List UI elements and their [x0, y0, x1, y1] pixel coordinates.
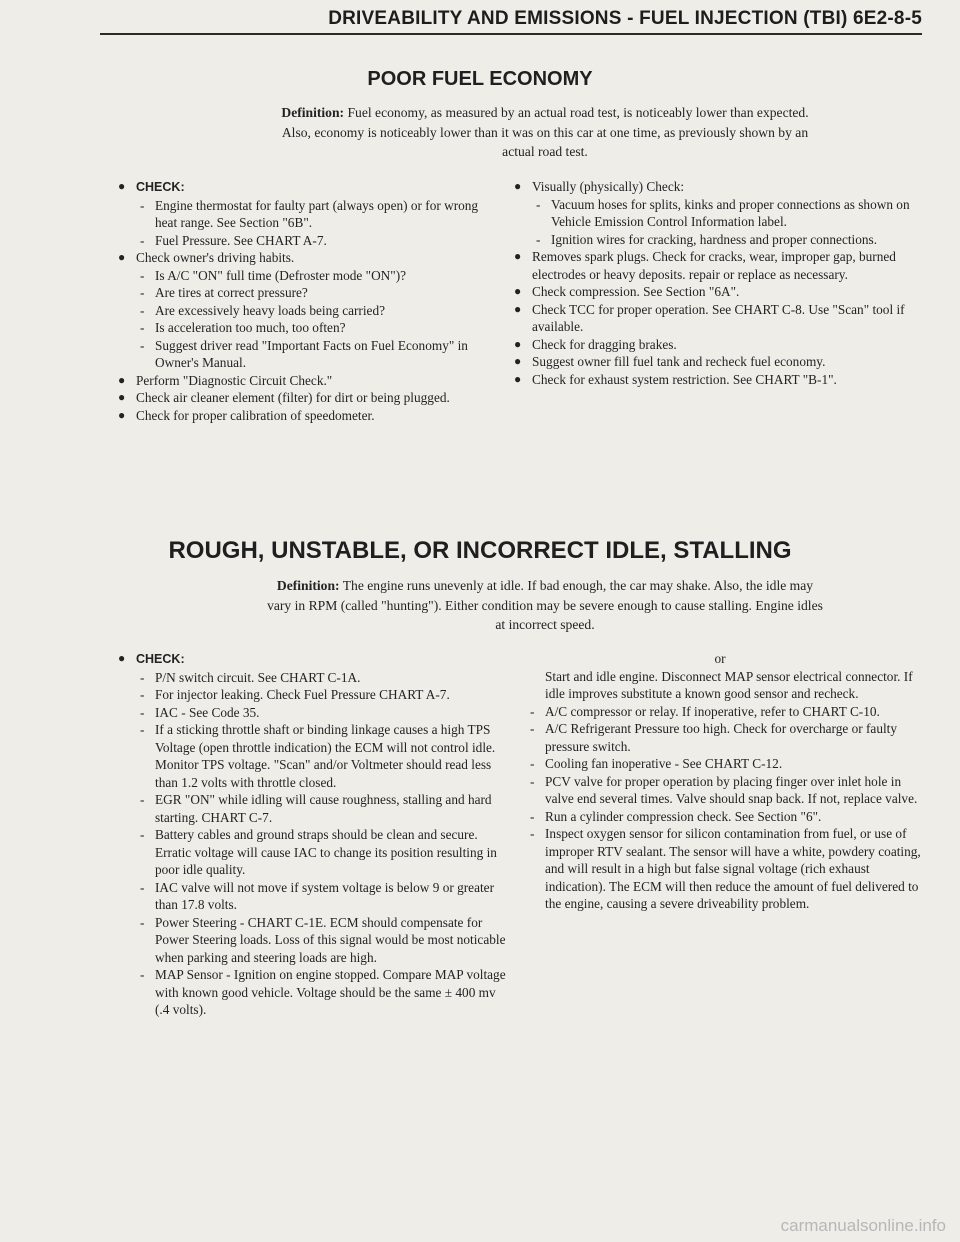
bullet-item — [118, 372, 484, 390]
dash-icon: - — [140, 337, 145, 353]
section-title-rough-idle: ROUGH, UNSTABLE, OR INCORRECT IDLE, STALLING — [168, 537, 792, 564]
dash-icon: - — [530, 826, 535, 841]
item-text: Check compression. See Section "6A". — [532, 284, 740, 299]
dash-icon: - — [140, 704, 145, 720]
item-text: Power Steering - CHART C-1E. ECM should compensate for Power Steering loads. Loss of this signal would be most noticable when parking and steering loads are high. — [155, 914, 506, 965]
sub-item — [118, 284, 484, 302]
item-text: MAP Sensor - Ignition on engine stopped. Compare MAP voltage with known good vehicle. Voltage should be the same ± 400 mv (.4 volts). — [155, 967, 506, 1017]
dash-icon: - — [140, 320, 145, 335]
dash-icon: - — [536, 231, 541, 247]
item-text: Battery cables and ground straps should be clean and secure. Erratic voltage will cause IAC to change its position resulting in poor idle quality. — [155, 827, 497, 877]
bullet-icon: ● — [118, 390, 126, 404]
sub-item — [118, 197, 484, 232]
dash-icon: - — [140, 197, 145, 213]
bullet-icon: ● — [118, 250, 126, 264]
item-text: If a sticking throttle shaft or binding linkage causes a high TPS Voltage (open throttle indication) the ECM will not control idle. Monitor TPS voltage. "Scan" and/or Voltmeter should read less than 1.2 volts with throttle closed. — [155, 722, 496, 790]
definition-text: The engine runs unevenly at idle. If bad enough, the car may shake. Also, the idle may vary in RPM (called "hunting"). Either condition may be severe enough to cause stalling. Engine idles at incorrect speed. — [267, 578, 823, 632]
dash-icon: - — [140, 267, 145, 283]
item-text: Start and idle engine. Disconnect MAP sensor electrical connector. If idle improves substitute a known good sensor and recheck. — [545, 668, 913, 701]
dash-icon: - — [140, 232, 145, 248]
item-text: A/C compressor or relay. If inoperative, refer to CHART C-10. — [545, 703, 880, 719]
section-title-poor-fuel-economy: POOR FUEL ECONOMY — [367, 68, 593, 90]
sub-item — [508, 825, 932, 913]
definition-text: Fuel economy, as measured by an actual road test, is noticeably lower than expected. Also, economy is noticeably lower than it was on this car at one time, as previously shown by an actual road test. — [281, 105, 809, 159]
item-text: IAC valve will not move if system voltage is below 9 or greater than 17.8 volts. — [155, 879, 494, 912]
item-text: Ignition wires for cracking, hardness and proper connections. — [551, 231, 878, 247]
item-text: Is acceleration too much, too often? — [155, 320, 346, 335]
definition-label: Definition: — [281, 105, 345, 120]
item-text: A/C Refrigerant Pressure too high. Check for overcharge or faulty pressure switch. — [545, 721, 898, 754]
item-text: or — [714, 651, 726, 666]
bullet-item — [514, 248, 930, 283]
sub-item — [118, 669, 510, 687]
item-text: EGR "ON" while idling will cause roughness, stalling and hard starting. CHART C-7. — [155, 792, 492, 825]
list-item — [508, 668, 932, 703]
bullet-item — [514, 336, 930, 354]
bullet-item — [118, 249, 484, 267]
item-text: Check for dragging brakes. — [532, 336, 677, 352]
item-text: P/N switch circuit. See CHART C-1A. — [155, 669, 361, 685]
sub-item — [118, 914, 510, 967]
sub-item — [508, 703, 932, 721]
dash-icon: - — [140, 285, 145, 300]
dash-icon: - — [140, 687, 145, 702]
sub-item — [118, 337, 484, 372]
sub-item — [118, 302, 484, 320]
bullet-item — [514, 371, 930, 389]
sub-item — [508, 720, 932, 755]
item-text: Check TCC for proper operation. See CHART C-8. Use "Scan" tool if available. — [532, 301, 905, 334]
dash-icon: - — [140, 302, 145, 318]
bullet-icon: ● — [514, 249, 522, 263]
sub-item — [514, 231, 930, 249]
definition-label: Definition: — [276, 578, 340, 593]
dash-icon: - — [530, 773, 535, 789]
check-label: CHECK: — [136, 652, 185, 666]
item-text: IAC - See Code 35. — [155, 704, 260, 720]
rough-idle-right-column — [508, 650, 932, 913]
bullet-item — [118, 407, 484, 425]
item-text: Cooling fan inoperative - See CHART C-12. — [545, 756, 783, 771]
dash-icon: - — [140, 879, 145, 895]
bullet-icon: ● — [514, 301, 522, 316]
item-text: Suggest owner fill fuel tank and recheck fuel economy. — [532, 354, 826, 369]
bullet-icon: ● — [514, 284, 522, 298]
bullet-item — [514, 178, 930, 196]
item-text: Perform "Diagnostic Circuit Check." — [136, 372, 333, 388]
definition-rough-idle — [265, 576, 825, 635]
item-text: Suggest driver read "Important Facts on Fuel Economy" in Owner's Manual. — [155, 337, 468, 370]
sub-item — [118, 721, 510, 791]
bullet-item — [118, 389, 484, 407]
item-text: Check owner's driving habits. — [136, 250, 295, 265]
bullet-item — [514, 283, 930, 301]
sub-item — [118, 791, 510, 826]
watermark-footer: carmanualsonline.info — [780, 1216, 946, 1235]
item-text: Inspect oxygen sensor for silicon contamination from fuel, or use of improper RTV sealant. The sensor will have a white, powdery coating, and will result in a high but false signal voltage (rich exhaust indication). The ECM will then reduce the amount of fuel delivered to the engine, causing a severe driveability problem. — [545, 826, 921, 911]
item-text: Check for proper calibration of speedometer. — [136, 407, 375, 423]
item-text: Are excessively heavy loads being carried? — [155, 302, 386, 318]
sub-item — [118, 319, 484, 337]
dash-icon: - — [530, 808, 535, 824]
sub-item — [118, 686, 510, 704]
rough-idle-left-column — [118, 650, 510, 1019]
bullet-icon: ● — [118, 407, 126, 422]
bullet-item — [118, 650, 510, 669]
bullet-icon: ● — [514, 371, 522, 386]
dash-icon: - — [530, 756, 535, 771]
bullet-icon: ● — [514, 336, 522, 351]
sub-item — [508, 773, 932, 808]
check-label: CHECK: — [136, 180, 185, 194]
bullet-icon: ● — [514, 179, 522, 193]
definition-poor-fuel-economy — [270, 103, 820, 162]
item-text: PCV valve for proper operation by placing finger over inlet hole in valve end several times. Valve should snap back. If not, replace valve. — [545, 773, 918, 806]
bullet-icon: ● — [118, 651, 126, 665]
list-item — [508, 650, 932, 668]
item-text: Check for exhaust system restriction. See CHART "B-1". — [532, 371, 837, 387]
sub-item — [118, 826, 510, 879]
item-text: Run a cylinder compression check. See Section "6". — [545, 808, 822, 824]
item-text: Vacuum hoses for splits, kinks and proper connections as shown on Vehicle Emission Control Information label. — [551, 196, 910, 229]
dash-icon: - — [140, 792, 145, 807]
sub-item — [508, 755, 932, 773]
dash-icon: - — [530, 703, 535, 719]
sub-item — [118, 704, 510, 722]
page-header: DRIVEABILITY AND EMISSIONS - FUEL INJECTION (TBI) 6E2-8-5 — [328, 8, 922, 29]
header-rule — [100, 33, 922, 35]
bullet-item — [514, 353, 930, 371]
bullet-icon: ● — [118, 372, 126, 387]
dash-icon: - — [140, 967, 145, 982]
dash-icon: - — [140, 914, 145, 930]
bullet-item — [514, 301, 930, 336]
item-text: Engine thermostat for faulty part (always open) or for wrong heat range. See Section "6B". — [155, 197, 479, 230]
item-text: Removes spark plugs. Check for cracks, wear, improper gap, burned electrodes or heavy deposits. repair or replace as necessary. — [532, 249, 896, 282]
poor-fuel-economy-left-column — [118, 178, 484, 424]
sub-item — [508, 808, 932, 826]
item-text: Check air cleaner element (filter) for dirt or being plugged. — [136, 390, 450, 405]
item-text: Is A/C "ON" full time (Defroster mode "ON")? — [155, 267, 407, 283]
bullet-item — [118, 178, 484, 197]
item-text: Are tires at correct pressure? — [155, 285, 308, 300]
dash-icon: - — [140, 827, 145, 842]
item-text: For injector leaking. Check Fuel Pressure CHART A-7. — [155, 687, 450, 702]
bullet-icon: ● — [118, 179, 126, 193]
sub-item — [118, 267, 484, 285]
sub-item — [118, 966, 510, 1019]
item-text: Visually (physically) Check: — [532, 179, 685, 194]
bullet-icon: ● — [514, 354, 522, 368]
sub-item — [118, 879, 510, 914]
sub-item — [514, 196, 930, 231]
dash-icon: - — [536, 196, 541, 212]
dash-icon: - — [530, 721, 535, 736]
dash-icon: - — [140, 722, 145, 737]
item-text: Fuel Pressure. See CHART A-7. — [155, 232, 327, 248]
sub-item — [118, 232, 484, 250]
dash-icon: - — [140, 669, 145, 685]
poor-fuel-economy-right-column — [514, 178, 930, 388]
